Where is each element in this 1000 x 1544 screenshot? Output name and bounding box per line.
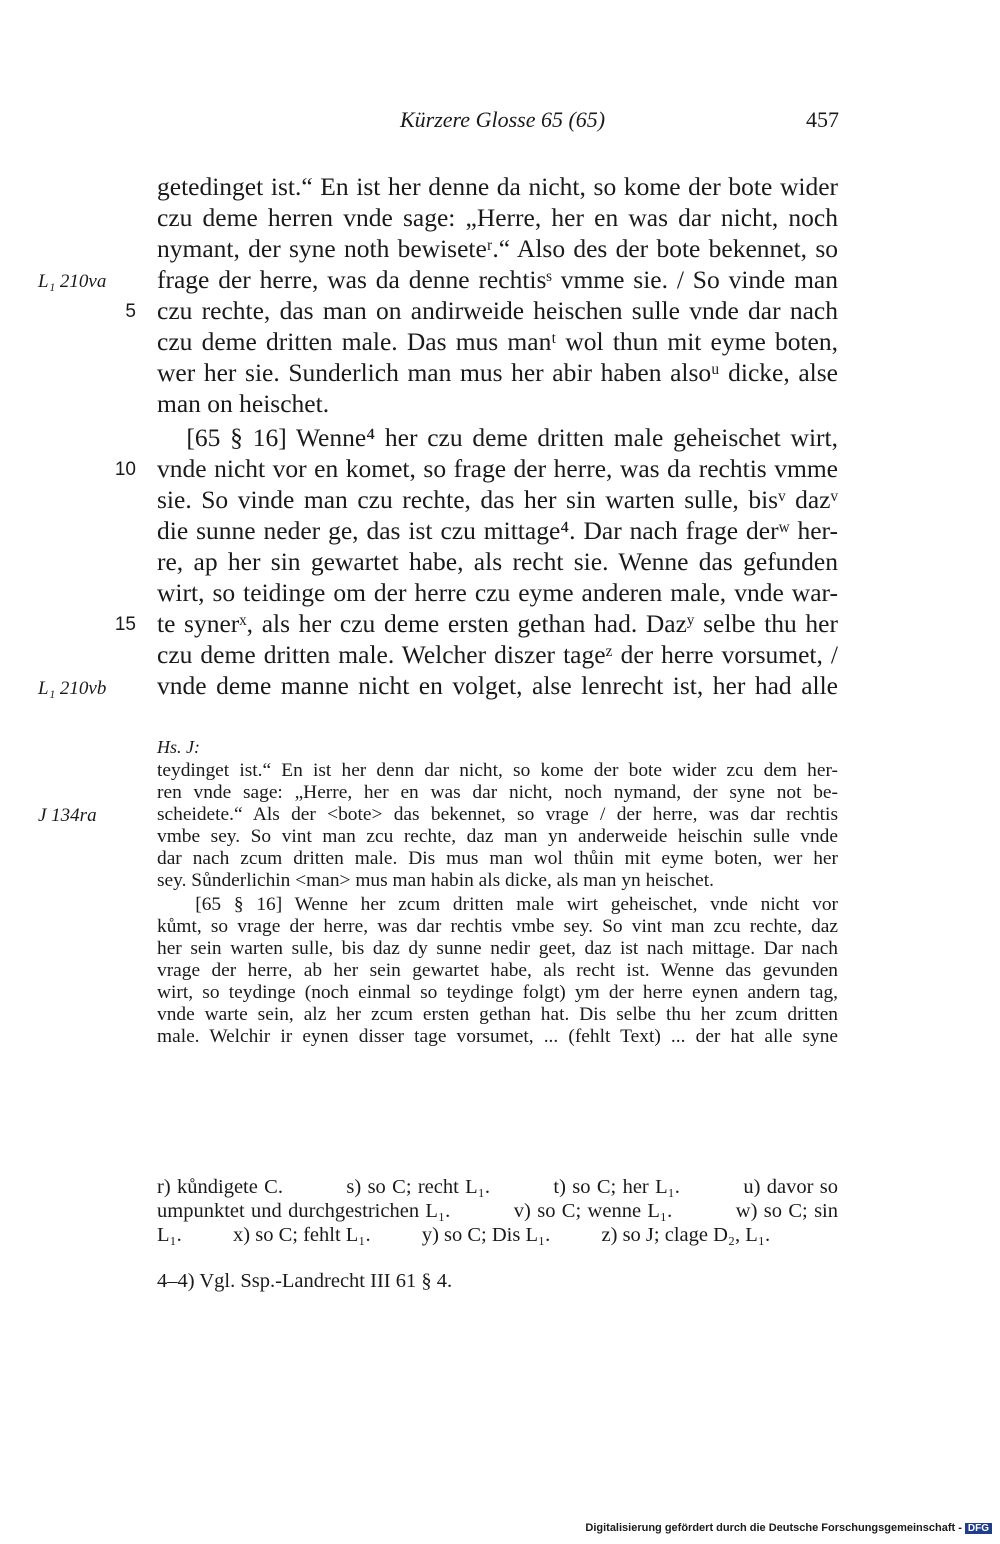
main-text-line: nymant, der syne noth bewiseteʳ.“ Also des der bote bekennet, so (157, 234, 838, 263)
main-text-line: wer her sie. Sunderlich man mus her abir haben alsoᵘ dicke, alse (157, 358, 838, 387)
footnote-line: L₁. x) so C; fehlt L₁. y) so C; Dis L₁. z) so J; clage D₂, L₁. (157, 1224, 771, 1246)
line-number: 10 (114, 459, 136, 480)
witness-text-line: wirt, so teydinge (noch einmal so teydinge folgt) ym der herre eynen andern tag, (157, 982, 838, 1003)
funding-text: Digitalisierung gefördert durch die Deutsche Forschungsgemeinschaft - (585, 1522, 962, 1534)
main-text-line: vnde nicht vor en komet, so frage der herre, was da rechtis vmme (157, 454, 838, 483)
witness-label: Hs. J: (157, 737, 200, 757)
footnote-line: r) kůndigete C. s) so C; recht L₁. t) so C; her L₁. u) davor so (157, 1176, 838, 1198)
main-text-line: die sunne neder ge, das ist czu mittage⁴. Dar nach frage derʷ her- (157, 516, 838, 545)
witness-text-line: sey. Sůnderlichin <man> mus man habin als dicke, als man yn heischet. (157, 870, 714, 891)
main-text-line: getedinget ist.“ En ist her denne da nicht, so kome der bote wider (157, 172, 838, 201)
main-text-line: czu deme dritten male. Das mus manᵗ wol thun mit eyme boten, (157, 327, 838, 356)
line-number: 5 (125, 301, 136, 322)
witness-text-line: [65 § 16] Wenne her zcum dritten male wirt geheischet, vnde nicht vor (157, 894, 838, 915)
main-text-line: czu deme herren vnde sage: „Herre, her en was dar nicht, noch (157, 203, 838, 232)
page-number: 457 (806, 107, 839, 132)
witness-text-line: male. Welchir ir eynen disser tage vorsumet, ... (fehlt Text) ... der hat alle syne (157, 1026, 838, 1047)
witness-text-line: vmbe sey. So vint man zcu rechte, daz man yn anderweide heischin sulle vnde (157, 826, 838, 847)
witness-text-line: vrage der herre, ab her sein gewartet habe, als recht ist. Wenne das gevunden (157, 960, 838, 981)
line-number: 15 (114, 614, 136, 635)
main-text-line: wirt, so teidinge om der herre czu eyme anderen male, vnde war- (157, 578, 838, 607)
main-text-line: re, ap her sin gewartet habe, als recht sie. Wenne das gefunden (157, 547, 838, 576)
witness-text-line: vnde warte sein, alz her zcum ersten gethan hat. Dis selbe thu her zcum dritten (157, 1004, 838, 1025)
main-text-line: czu deme dritten male. Welcher diszer tageᶻ der herre vorsumet, / (157, 640, 838, 669)
main-text-line: man on heischet. (157, 389, 330, 418)
source-footnote: 4–4) Vgl. Ssp.-Landrecht III 61 § 4. (157, 1270, 453, 1292)
main-text-line: [65 § 16] Wenne⁴ her czu deme dritten male geheischet wirt, (157, 423, 838, 452)
margin-folio-ref: L₁ 210vb (38, 678, 107, 699)
dfg-logo: DFG (965, 1523, 992, 1534)
witness-text-line: kůmt, so vrage der herre, was dar rechtis vmbe sey. So vint man zcu rechte, daz (157, 916, 838, 937)
running-title: Kürzere Glosse 65 (65) (400, 107, 606, 132)
main-text-line: te synerˣ, als her czu deme ersten gethan had. Dazʸ selbe thu her (157, 609, 838, 638)
main-text-line: vnde deme manne nicht en volget, alse lenrecht ist, her had alle (157, 671, 838, 700)
witness-text-line: dar nach zcum dritten male. Dis mus man wol thůin mit eyme boten, wer her (157, 848, 838, 869)
witness-text-line: teydinget ist.“ En ist her denn dar nicht, so kome der bote wider zcu dem her- (157, 760, 838, 781)
footnote-line: umpunktet und durchgestrichen L₁. v) so C; wenne L₁. w) so C; sin (157, 1200, 838, 1222)
main-text-line: czu rechte, das man on andirweide heischen sulle vnde dar nach (157, 296, 838, 325)
witness-text-line: ren vnde sage: „Herre, her en was dar nicht, noch nymand, der syne not be- (157, 782, 838, 803)
main-text-line: sie. So vinde man czu rechte, das her sin warten sulle, bisᵛ dazᵛ (157, 485, 838, 514)
witness-folio-ref: J 134ra (38, 805, 97, 826)
main-text-line: frage der herre, was da denne rechtisˢ vmme sie. / So vinde man (157, 265, 838, 294)
witness-text-line: scheidete.“ Als der <bote> das bekennet, so vrage / der herre, was dar rechtis (157, 804, 838, 825)
margin-folio-ref: L₁ 210va (38, 271, 107, 292)
digitization-credit (585, 1522, 992, 1534)
witness-text-line: her sein warten sulle, bis daz dy sunne nedir geet, daz ist nach mittage. Dar nach (157, 938, 838, 959)
